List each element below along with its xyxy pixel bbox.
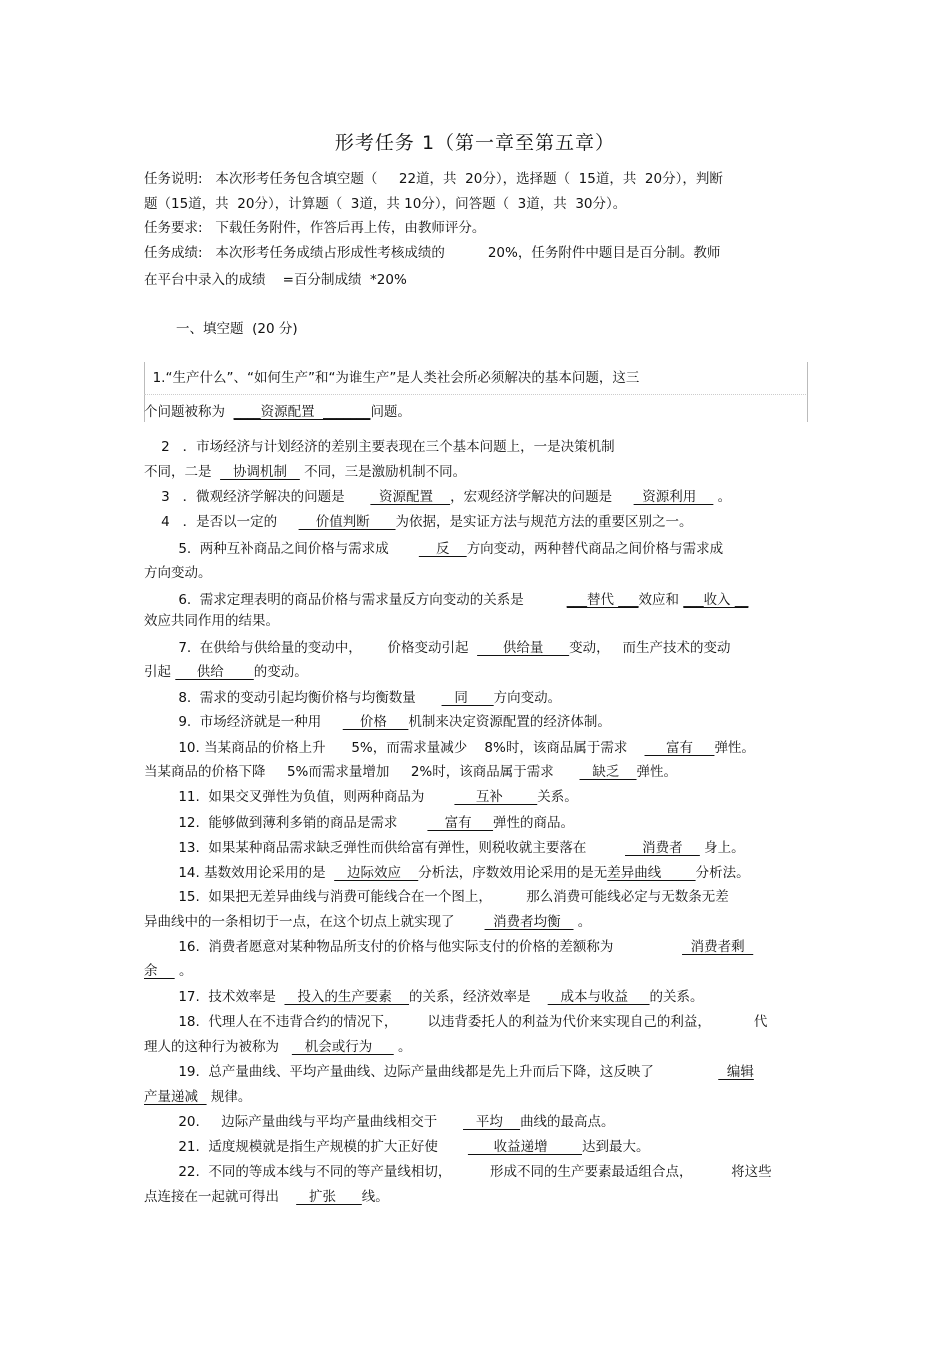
question-text: 1.“生产什么”、“如何生产”和“为谁生产”是人类社会所必须解决的基本问题，这三	[144, 370, 640, 386]
question-text: 弹性。	[636, 764, 678, 780]
question-line	[144, 1038, 412, 1056]
question-text: 2 ．市场经济与计划经济的差别主要表现在三个基本问题上，一是决策机制	[144, 439, 615, 455]
question-line	[144, 988, 704, 1006]
answer-blank: 协调机制	[220, 464, 300, 480]
question-text: 线。	[361, 1189, 389, 1205]
question-line	[144, 713, 611, 731]
question-text: 9. 市场经济就是一种用	[144, 714, 343, 730]
question-line	[144, 513, 693, 531]
question-line	[144, 564, 212, 582]
question-line	[144, 1138, 650, 1156]
question-text: 11. 如果交叉弹性为负值，则两种商品为	[144, 789, 455, 805]
question-text: 身上。	[699, 840, 745, 856]
answer-blank: 产量递减	[144, 1089, 207, 1105]
question-line	[144, 739, 755, 757]
question-text: 。	[393, 1039, 412, 1055]
intro-line-3: 任务要求: 下载任务附件，作答后再上传，由教师评分。	[144, 220, 486, 236]
answer-blank: 反	[418, 541, 467, 557]
question-text: 方向变动。	[144, 565, 212, 581]
answer-blank: 编辑	[718, 1064, 754, 1080]
question-text: 。	[174, 963, 193, 979]
intro-line-5: 在平台中录入的成绩 =百分制成绩 *20%	[144, 272, 407, 288]
question-line	[144, 1088, 251, 1106]
question-text: 的关系，经济效率是	[409, 989, 548, 1005]
question-line	[144, 1063, 754, 1081]
answer-blank: 扩张	[296, 1189, 362, 1205]
question-text: 不同，二是	[144, 464, 221, 480]
answer-blank: 消费者均衡	[484, 914, 574, 930]
question-line	[144, 938, 753, 956]
answer-blank: 资源配置	[370, 489, 451, 505]
question-line	[144, 888, 729, 906]
intro-line-1: 任务说明: 本次形考任务包含填空题（ 22道，共 20分），选择题（ 15道，共 20分），判断	[144, 171, 723, 187]
question-text: 问题。	[370, 404, 411, 420]
question-line	[144, 612, 279, 630]
answer-blank: 边际效应	[334, 865, 419, 881]
question-text: 。	[573, 914, 592, 930]
question-text: 8. 需求的变动引起均衡价格与均衡数量	[144, 690, 442, 706]
answer-blank: 消费者	[625, 840, 700, 856]
question-line	[144, 814, 574, 832]
question-text: 规律。	[206, 1089, 252, 1105]
answer-blank: 资源利用	[633, 489, 714, 505]
answer-blank: 富有	[427, 815, 494, 831]
question-text: 方向变动，两种替代商品之间价格与需求成	[466, 541, 724, 557]
question-text: 机制来决定资源配置的经济体制。	[408, 714, 611, 730]
question-text: 15. 如果把无差异曲线与消费可能线合在一个图上， 那么消费可能线必定与无数条无差	[144, 889, 729, 905]
question-text: 达到最大。	[582, 1139, 650, 1155]
question-text: ，宏观经济学解决的问题是	[450, 489, 634, 505]
question-text: 曲线的最高点。	[520, 1114, 615, 1130]
question-text: 弹性的商品。	[493, 815, 575, 831]
question-text: 引起	[144, 664, 176, 680]
question-line	[144, 463, 466, 481]
page-title: 形考任务 1（第一章至第五章）	[334, 132, 616, 154]
question-line	[144, 488, 731, 506]
question-text: 效应和	[638, 592, 684, 608]
question-line	[144, 1113, 615, 1131]
answer-blank: 供给	[175, 664, 254, 680]
question-text: 22. 不同的等成本线与不同的等产量线相切， 形成不同的生产要素最适组合点， 将这些	[144, 1164, 772, 1180]
question-line	[144, 1163, 772, 1181]
question-text: 21. 适度规模就是指生产规模的扩大正好使	[144, 1139, 468, 1155]
question-text: 16. 消费者愿意对某种物品所支付的价格与他实际支付的价格的差额称为	[144, 939, 683, 955]
question-text: 19. 总产量曲线、平均产量曲线、边际产量曲线都是先上升而后下降，这反映了	[144, 1064, 719, 1080]
question-text: 个问题被称为	[144, 404, 234, 420]
question-text: 方向变动。	[493, 690, 562, 706]
question-text: 10. 当某商品的价格上升 5%，而需求量减少 8%时，该商品属于需求	[144, 740, 645, 756]
question-line	[144, 839, 745, 857]
question-text: 17. 技术效率是	[144, 989, 285, 1005]
question-text: 当某商品的价格下降 5%而需求量增加 2%时，该商品属于需求	[144, 764, 580, 780]
question-line	[144, 763, 677, 781]
question-text: 关系。	[537, 789, 578, 805]
question-text: 理人的这种行为被称为	[144, 1039, 292, 1055]
answer-blank: 互补	[454, 789, 538, 805]
question-text: 3 ．微观经济学解决的问题是	[144, 489, 371, 505]
question-line	[144, 1013, 767, 1031]
question-line	[144, 663, 308, 681]
question-text: 的关系。	[649, 989, 704, 1005]
question-text: 分析法。	[695, 865, 750, 881]
answer-blank: 差异曲线	[607, 865, 696, 881]
question-line	[144, 369, 639, 387]
question-text: 变动， 而生产技术的变动	[569, 640, 731, 656]
answer-blank: 机会或行为	[291, 1039, 394, 1055]
question-line	[144, 788, 578, 806]
question-line	[144, 1188, 389, 1206]
intro-line-4: 任务成绩: 本次形考任务成绩占形成性考核成绩的 20%，任务附件中题目是百分制。教师	[144, 245, 721, 261]
answer-blank: 同	[441, 690, 494, 706]
question-line	[144, 689, 561, 707]
question-text: 18. 代理人在不违背合约的情况下， 以违背委托人的利益为代价来实现自己的利益， 代	[144, 1014, 768, 1030]
answer-blank: ____资源配置 _______	[233, 404, 371, 420]
question-text: 点连接在一起就可得出	[144, 1189, 297, 1205]
question-line	[144, 639, 731, 657]
answer-blank: ___收入 __	[683, 592, 749, 608]
question-text: 4 ．是否以一定的	[144, 514, 299, 530]
question-line	[144, 962, 192, 980]
question-line	[144, 438, 615, 456]
question-line	[144, 591, 748, 609]
answer-blank: ___替代 ___	[566, 592, 639, 608]
answer-blank: 成本与收益	[547, 989, 650, 1005]
question-text: 13. 如果某种商品需求缺乏弹性而供给富有弹性，则税收就主要落在	[144, 840, 626, 856]
answer-blank: 价格	[342, 714, 409, 730]
intro-line-2: 题（15道，共 20分），计算题（ 3道，共 10分），问答题（ 3道，共 30分）。	[144, 196, 627, 212]
question-text: 不同，三是激励机制不同。	[299, 464, 467, 480]
question-line	[144, 913, 591, 931]
question-text: 12. 能够做到薄利多销的商品是需求	[144, 815, 428, 831]
question-text: 弹性。	[714, 740, 755, 756]
question-text: 的变动。	[253, 664, 308, 680]
answer-blank: 消费者剩	[682, 939, 754, 955]
question-text: 效应共同作用的结果。	[144, 613, 279, 629]
answer-blank: 缺乏	[579, 764, 637, 780]
answer-blank: 余	[144, 963, 175, 979]
question-text: 14. 基数效用论采用的是	[144, 865, 335, 881]
question-1-divider	[144, 394, 806, 395]
answer-blank: 收益递增	[467, 1139, 582, 1155]
answer-blank: 富有	[644, 740, 715, 756]
section-heading: 一、填空题 (20 分)	[176, 321, 298, 337]
question-text: 6. 需求定理表明的商品价格与需求量反方向变动的关系是	[144, 592, 567, 608]
question-line	[144, 864, 750, 882]
question-text: 为依据，是实证方法与规范方法的重要区别之一。	[395, 514, 693, 530]
question-text: 7. 在供给与供给量的变动中， 价格变动引起	[144, 640, 478, 656]
answer-blank: 投入的生产要素	[284, 989, 410, 1005]
question-text: 。	[713, 489, 732, 505]
answer-blank: 价值判断	[298, 514, 396, 530]
answer-blank: 平均	[463, 1114, 521, 1130]
answer-blank: 供给量	[477, 640, 570, 656]
question-text: 20. 边际产量曲线与平均产量曲线相交于	[144, 1114, 464, 1130]
question-text: 分析法，序数效用论采用的是无	[418, 865, 608, 881]
question-text: 异曲线中的一条相切于一点，在这个切点上就实现了	[144, 914, 485, 930]
question-line	[144, 540, 723, 558]
question-text: 5. 两种互补商品之间价格与需求成	[144, 541, 419, 557]
question-line	[144, 403, 411, 421]
